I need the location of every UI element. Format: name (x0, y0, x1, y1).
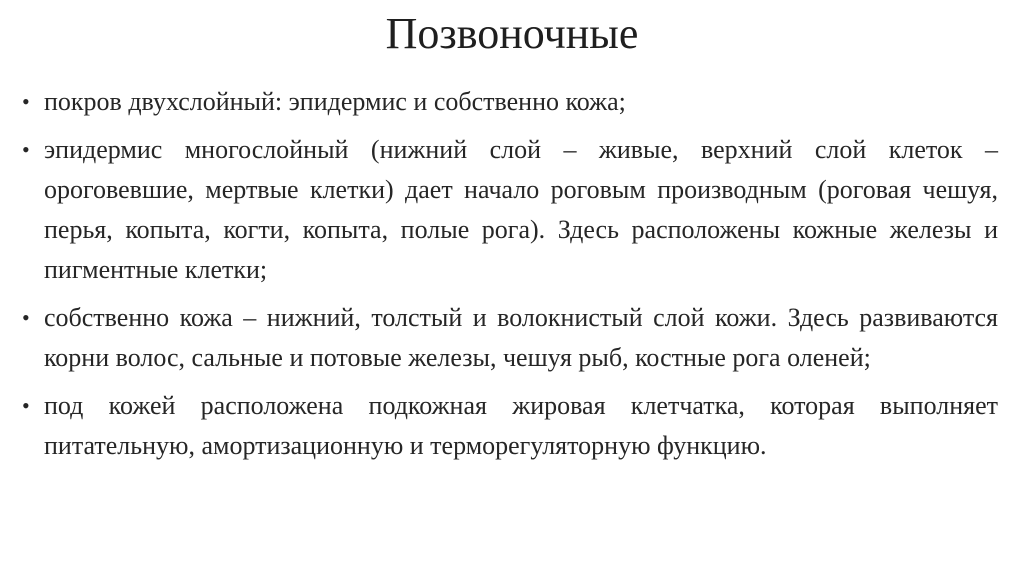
bullet-icon: • (22, 393, 30, 418)
bullet-item (22, 130, 998, 290)
bullet-text: покров двухслойный: эпидермис и собственно кожа; (44, 87, 626, 116)
bullet-icon: • (22, 305, 30, 330)
slide-title: Позвоночные (385, 9, 639, 58)
bullet-text: собственно кожа – нижний, толстый и волокнистый слой кожи. Здесь развиваются корни волос, сальные и потовые железы, чешуя рыб, костные рога оленей; (44, 303, 998, 372)
bullet-text: эпидермис многослойный (нижний слой – живые, верхний слой клеток – ороговевшие, мертвые клетки) дает начало роговым производным (роговая чешуя, перья, копыта, когти, копыта, полые рога). Здесь расположены кожные железы и пигментные клетки; (44, 135, 998, 284)
bullet-item (22, 82, 998, 122)
bullet-item (22, 386, 998, 466)
bullet-icon: • (22, 137, 30, 162)
bullet-item (22, 298, 998, 378)
bullet-list (22, 82, 998, 474)
bullet-text: под кожей расположена подкожная жировая клетчатка, которая выполняет питательную, амортизационную и терморегуляторную функцию. (44, 391, 998, 460)
bullet-icon: • (22, 89, 30, 114)
